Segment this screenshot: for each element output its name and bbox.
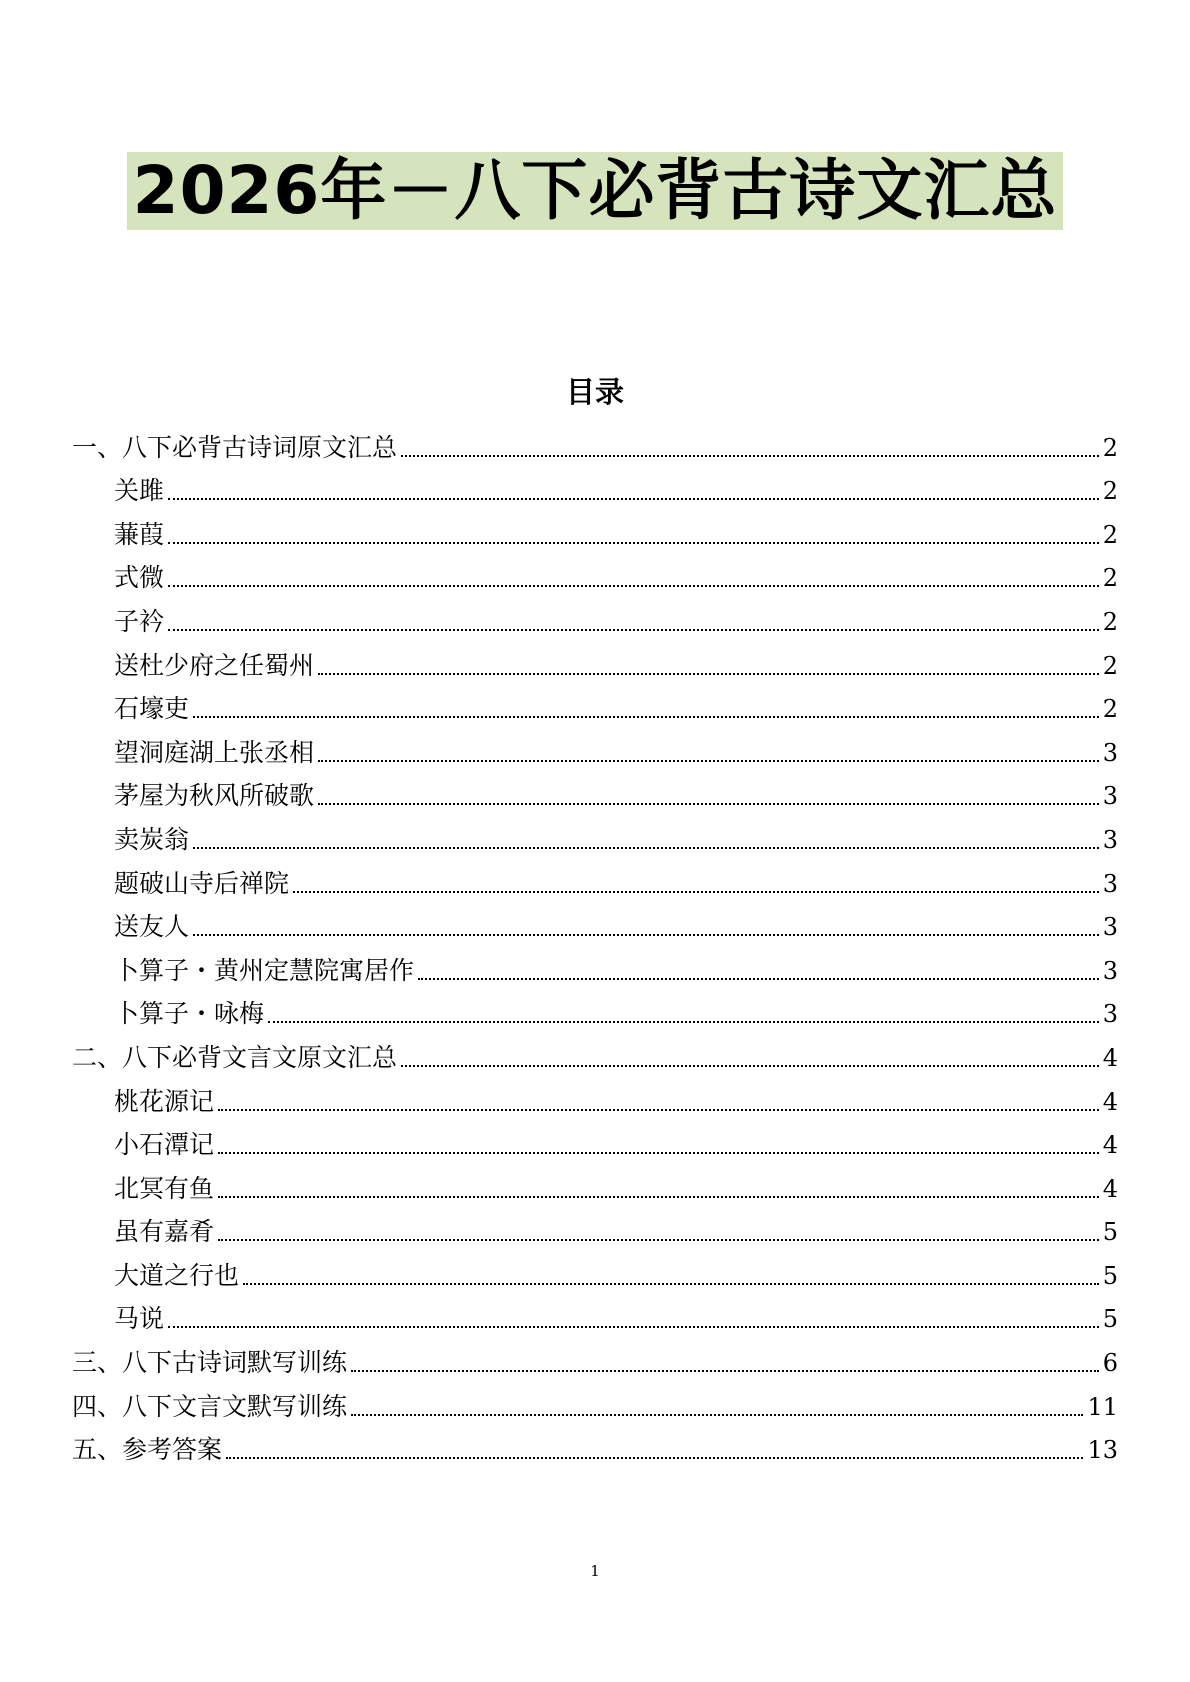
toc-entry-page-number: 11 <box>1087 1392 1118 1421</box>
toc-entry-page-number: 4 <box>1102 1087 1118 1116</box>
toc-dot-leader <box>243 1282 1099 1285</box>
toc-section-entry[interactable] <box>72 1379 1118 1423</box>
document-title: 2026年－八下必背古诗文汇总 <box>127 152 1064 230</box>
toc-section-entry[interactable] <box>72 1030 1118 1074</box>
toc-entry-page-number: 4 <box>1102 1131 1118 1160</box>
toc-entry-page-number: 2 <box>1102 433 1118 462</box>
toc-entry-label: 三、八下古诗词默写训练 <box>72 1348 348 1378</box>
toc-dot-leader <box>193 715 1099 718</box>
toc-dot-leader <box>218 1195 1099 1198</box>
toc-dot-leader <box>318 802 1099 805</box>
toc-subsection-entry[interactable] <box>72 856 1118 900</box>
toc-entry-label: 关雎 <box>114 476 165 506</box>
toc-entry-page-number: 5 <box>1102 1261 1118 1290</box>
toc-entry-page-number: 5 <box>1102 1305 1118 1334</box>
page-number: 1 <box>590 1562 600 1580</box>
toc-dot-leader <box>318 759 1099 762</box>
toc-subsection-entry[interactable] <box>72 464 1118 508</box>
toc-dot-leader <box>218 1238 1099 1241</box>
toc-entry-page-number: 2 <box>1102 695 1118 724</box>
toc-subsection-entry[interactable] <box>72 682 1118 726</box>
toc-section-entry[interactable] <box>72 1423 1118 1467</box>
toc-entry-label: 茅屋为秋风所破歌 <box>114 781 315 811</box>
toc-dot-leader <box>226 1456 1083 1459</box>
title-container <box>0 152 1190 230</box>
toc-subsection-entry[interactable] <box>72 943 1118 987</box>
toc-subsection-entry[interactable] <box>72 1161 1118 1205</box>
toc-dot-leader <box>168 497 1099 500</box>
toc-entry-page-number: 3 <box>1102 1000 1118 1029</box>
toc-entry-page-number: 13 <box>1087 1436 1118 1465</box>
toc-entry-label: 二、八下必背文言文原文汇总 <box>72 1042 398 1072</box>
toc-dot-leader <box>193 846 1099 849</box>
toc-entry-page-number: 2 <box>1102 607 1118 636</box>
toc-entry-label: 卜算子・咏梅 <box>114 999 265 1029</box>
toc-subsection-entry[interactable] <box>72 551 1118 595</box>
toc-entry-label: 一、八下必背古诗词原文汇总 <box>72 432 398 462</box>
toc-subsection-entry[interactable] <box>72 1118 1118 1162</box>
toc-subsection-entry[interactable] <box>72 1074 1118 1118</box>
toc-entry-page-number: 4 <box>1102 1174 1118 1203</box>
toc-dot-leader <box>168 1325 1099 1328</box>
toc-subsection-entry[interactable] <box>72 900 1118 944</box>
toc-dot-leader <box>401 1064 1099 1067</box>
toc-entry-page-number: 3 <box>1102 825 1118 854</box>
toc-subsection-entry[interactable] <box>72 987 1118 1031</box>
toc-entry-label: 石壕吏 <box>114 694 190 724</box>
toc-dot-leader <box>351 1413 1083 1416</box>
toc-entry-label: 送杜少府之任蜀州 <box>114 650 315 680</box>
toc-subsection-entry[interactable] <box>72 1248 1118 1292</box>
toc-entry-label: 卖炭翁 <box>114 824 190 854</box>
toc-entry-page-number: 3 <box>1102 782 1118 811</box>
toc-entry-label: 子衿 <box>114 606 165 636</box>
toc-entry-label: 四、八下文言文默写训练 <box>72 1391 348 1421</box>
toc-entry-label: 式微 <box>114 563 165 593</box>
toc-entry-label: 马说 <box>114 1304 165 1334</box>
toc-subsection-entry[interactable] <box>72 769 1118 813</box>
toc-entry-label: 蒹葭 <box>114 519 165 549</box>
toc-subsection-entry[interactable] <box>72 1292 1118 1336</box>
toc-subsection-entry[interactable] <box>72 1205 1118 1249</box>
toc-entry-label: 望洞庭湖上张丞相 <box>114 737 315 767</box>
toc-entry-label: 小石潭记 <box>114 1130 215 1160</box>
toc-dot-leader <box>193 933 1099 936</box>
toc-entry-page-number: 4 <box>1102 1043 1118 1072</box>
toc-dot-leader <box>218 1108 1099 1111</box>
toc-subsection-entry[interactable] <box>72 812 1118 856</box>
toc-entry-label: 送友人 <box>114 912 190 942</box>
toc-subsection-entry[interactable] <box>72 507 1118 551</box>
table-of-contents <box>72 420 1118 1466</box>
toc-subsection-entry[interactable] <box>72 594 1118 638</box>
toc-dot-leader <box>168 628 1099 631</box>
toc-entry-page-number: 2 <box>1102 520 1118 549</box>
toc-entry-label: 北冥有鱼 <box>114 1173 215 1203</box>
toc-entry-page-number: 6 <box>1102 1349 1118 1378</box>
toc-dot-leader <box>418 977 1099 980</box>
toc-dot-leader <box>218 1151 1099 1154</box>
toc-subsection-entry[interactable] <box>72 725 1118 769</box>
toc-entry-page-number: 2 <box>1102 651 1118 680</box>
toc-entry-label: 虽有嘉肴 <box>114 1217 215 1247</box>
toc-dot-leader <box>401 454 1099 457</box>
toc-entry-page-number: 3 <box>1102 913 1118 942</box>
toc-dot-leader <box>168 541 1099 544</box>
toc-entry-page-number: 2 <box>1102 564 1118 593</box>
toc-entry-label: 五、参考答案 <box>72 1435 223 1465</box>
toc-dot-leader <box>293 890 1099 893</box>
toc-dot-leader <box>318 672 1099 675</box>
toc-entry-page-number: 5 <box>1102 1218 1118 1247</box>
toc-section-entry[interactable] <box>72 1335 1118 1379</box>
toc-subsection-entry[interactable] <box>72 638 1118 682</box>
toc-dot-leader <box>351 1369 1099 1372</box>
toc-entry-page-number: 3 <box>1102 738 1118 767</box>
toc-section-entry[interactable] <box>72 420 1118 464</box>
toc-dot-leader <box>268 1020 1099 1023</box>
toc-dot-leader <box>168 584 1099 587</box>
toc-entry-label: 卜算子・黄州定慧院寓居作 <box>114 955 415 985</box>
toc-entry-label: 题破山寺后禅院 <box>114 868 290 898</box>
toc-heading: 目录 <box>565 375 624 409</box>
toc-entry-label: 大道之行也 <box>114 1260 240 1290</box>
toc-entry-label: 桃花源记 <box>114 1086 215 1116</box>
toc-entry-page-number: 3 <box>1102 869 1118 898</box>
toc-entry-page-number: 3 <box>1102 956 1118 985</box>
toc-entry-page-number: 2 <box>1102 477 1118 506</box>
